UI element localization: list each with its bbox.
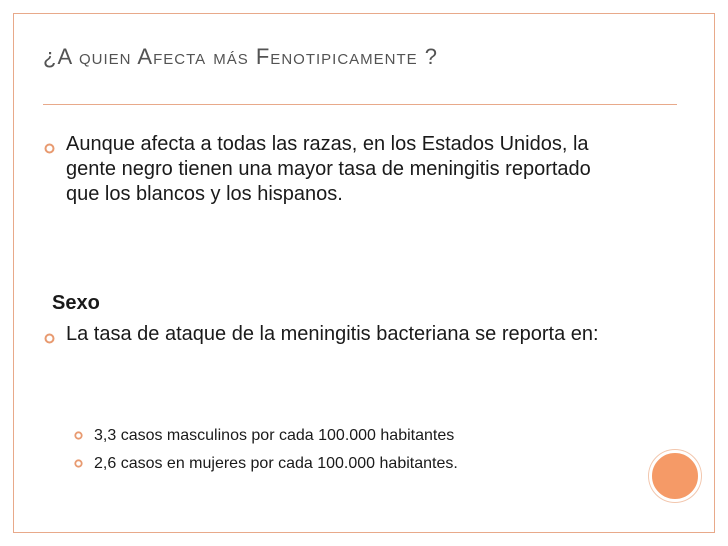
sub-item-mujeres: 2,6 casos en mujeres por cada 100.000 habitantes.	[94, 455, 458, 472]
slide-title: ¿A quien Afecta más Fenotipicamente ?	[43, 44, 439, 69]
hollow-circle-bullet-icon	[44, 333, 55, 344]
section-heading-sexo: Sexo	[52, 292, 100, 314]
hollow-circle-bullet-icon	[74, 431, 83, 440]
bullet-text-razas: Aunque afecta a todas las razas, en los Estados Unidos, la gente negro tienen una mayor tasa de meningitis reportado que los blancos y los hispanos.	[66, 133, 591, 205]
hollow-circle-bullet-icon	[44, 143, 55, 154]
sub-item-masculinos: 3,3 casos masculinos por cada 100.000 habitantes	[94, 427, 455, 444]
hollow-circle-bullet-icon	[74, 459, 83, 468]
bullet-text-tasa: La tasa de ataque de la meningitis bacteriana se reporta en:	[66, 323, 599, 345]
decorative-circle	[649, 450, 701, 502]
title-divider	[43, 104, 677, 105]
